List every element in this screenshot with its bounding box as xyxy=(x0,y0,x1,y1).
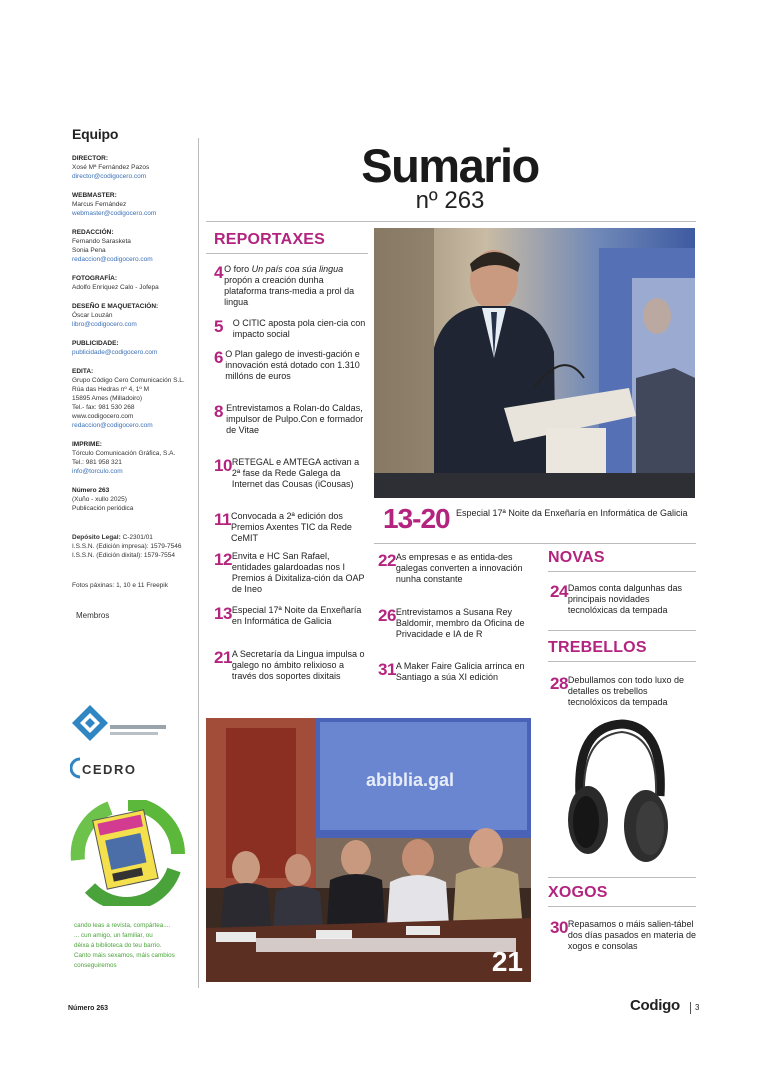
list-item[interactable] xyxy=(214,318,366,340)
item-text: O Plan galego de investi-gación e innovación está dotado con 1.310 millóns de euros xyxy=(225,349,360,381)
item-text: O CITIC aposta pola cien-cia con impacto social xyxy=(232,318,366,339)
photo-credits: Fotos páxinas: 1, 10 e 11 Freepik xyxy=(72,582,168,589)
item-text: Convocada a 2ª edición dos Premios Axentes TIC da Rede CeMIT xyxy=(230,511,352,543)
staff-block xyxy=(72,339,194,357)
item-text: Envita e HC San Rafael, entidades galardoadas nos I Premios á Dixitaliza-ción da OAP de Ineo xyxy=(231,551,365,594)
staff-block xyxy=(72,154,194,181)
staff-name: Tórculo Comunicación Gráfica, S.A. xyxy=(72,450,176,457)
staff-block xyxy=(72,367,194,430)
item-page-number: 22 xyxy=(378,551,396,570)
section-rule xyxy=(548,906,696,907)
item-page-number: 31 xyxy=(378,660,396,679)
staff-email-link[interactable]: redaccion@codigocero.com xyxy=(72,422,153,429)
headphones-image xyxy=(562,718,672,868)
item-text: O foro Un país coa súa lingua propón a creación dunha plataforma trans-media a prol da lingua xyxy=(224,264,355,307)
member-logo-cedro xyxy=(70,755,140,781)
list-item[interactable] xyxy=(214,457,366,490)
section-rule xyxy=(548,571,696,572)
section-title-trebellos: TREBELLOS xyxy=(548,639,647,656)
staff-name: Sonia Pena xyxy=(72,247,106,254)
staff-name: Tel.: 981 958 321 xyxy=(72,459,122,466)
members-label: Membros xyxy=(76,611,110,620)
item-page-number: 12 xyxy=(214,550,232,569)
footer-separator xyxy=(690,1002,691,1014)
photo-panel-event xyxy=(206,718,531,982)
staff-name: Tel.- fax: 981 530 268 xyxy=(72,404,135,411)
item-page-number: 6 xyxy=(214,348,223,367)
list-item[interactable] xyxy=(214,349,366,382)
staff-name: 15895 Ames (Milladoiro) xyxy=(72,395,143,402)
staff-block xyxy=(72,274,194,292)
promo-line: cando leas a revista, compártea.... xyxy=(74,922,171,929)
staff-name: Adolfo Enríquez Calo - Jofepa xyxy=(72,284,159,291)
item-page-number: 21 xyxy=(214,648,232,667)
issue-number: nº 263 xyxy=(415,187,485,214)
staff-role: DESEÑO E MAQUETACIÓN: xyxy=(72,303,159,310)
list-item xyxy=(550,583,696,616)
item-text: A Maker Faire Galicia arrinca en Santiago a súa XI edición xyxy=(395,661,525,682)
staff-email-link[interactable]: director@codigocero.com xyxy=(72,173,147,180)
staff-name: Grupo Código Cero Comunicación S.L. xyxy=(72,377,185,384)
item-page-number: 24 xyxy=(550,582,568,601)
staff-name: Xosé Mª Fernández Pazos xyxy=(72,164,150,171)
staff-role: FOTOGRAFÍA: xyxy=(72,275,118,282)
staff-role: WEBMASTER: xyxy=(72,192,117,199)
footer-brand-logo: Codigo xyxy=(630,997,680,1014)
item-page-number: 8 xyxy=(214,402,223,421)
item-page-number: 5 xyxy=(214,317,223,336)
section-title-reportaxes: REPORTAXES xyxy=(214,231,326,248)
staff-block xyxy=(72,228,194,264)
issue-label: Número 263 xyxy=(72,487,110,494)
list-item[interactable] xyxy=(214,264,366,308)
issue-type: Publicación periódica xyxy=(72,505,134,512)
section-rule xyxy=(548,877,696,878)
svg-text:CEDRO: CEDRO xyxy=(82,762,137,777)
issn-print: I.S.S.N. (Edición impresa): 1579-7546 xyxy=(72,543,182,550)
photo-speaker-podium xyxy=(374,228,695,498)
staff-email-link[interactable]: redaccion@codigocero.com xyxy=(72,256,153,263)
staff-name: Marcus Fernández xyxy=(72,201,127,208)
item-page-number: 13 xyxy=(214,604,232,623)
item-text: Repasamos o máis salien-tábel dos días pasados en materia de xogos e consolas xyxy=(567,919,697,951)
list-item[interactable] xyxy=(214,403,366,436)
column-divider xyxy=(198,138,199,988)
list-item xyxy=(550,919,696,952)
staff-role: EDITA: xyxy=(72,368,94,375)
promo-line: Canto máis sexamos, máis cambios xyxy=(74,952,175,959)
staff-email-link[interactable]: libro@codigocero.com xyxy=(72,321,137,328)
section-title-xogos: XOGOS xyxy=(548,884,608,901)
item-page-number: 28 xyxy=(550,674,568,693)
staff-name: www.codigocero.com xyxy=(72,413,134,420)
staff-role: IMPRIME: xyxy=(72,441,102,448)
item-page-number: 30 xyxy=(550,918,568,937)
promo-text xyxy=(74,921,196,971)
item-text: Damos conta dalgunhas das principais novidades tecnolóxicas da tempada xyxy=(567,583,682,615)
staff-name: Fernando Sarasketa xyxy=(72,238,131,245)
team-title: Equipo xyxy=(72,126,119,142)
special-text: Especial 17ª Noite da Enxeñaría en Informática de Galicia xyxy=(456,508,688,518)
item-page-number: 4 xyxy=(214,263,223,282)
issue-info xyxy=(72,486,194,513)
item-text: A Secretaría da Lingua impulsa o galego no ámbito relixioso a través dos soportes dixitais xyxy=(231,649,365,681)
magazine-recycle-illustration xyxy=(70,800,186,906)
list-item[interactable] xyxy=(378,552,540,585)
section-rule xyxy=(374,543,696,544)
staff-sidebar xyxy=(72,126,194,620)
staff-list xyxy=(72,154,194,476)
promo-line: ... cun amigo, un familiar, ou xyxy=(74,932,153,939)
photo-page-label: 21 xyxy=(491,946,523,977)
staff-email-link[interactable]: info@torculo.com xyxy=(72,468,123,475)
item-text: Entrevistamos a Rolan-do Caldas, impulsor de Pulpo.Con e formador de Vitae xyxy=(226,403,364,435)
staff-name: Óscar Louzán xyxy=(72,312,113,319)
list-item[interactable] xyxy=(378,607,540,640)
list-item xyxy=(550,675,696,708)
panel-screen-text: abiblia.gal xyxy=(366,770,455,790)
legal-deposit: Depósito Legal: C-2301/01 xyxy=(72,534,153,541)
footer-issue: Número 263 xyxy=(68,1005,109,1012)
section-title-novas: NOVAS xyxy=(548,549,605,566)
section-rule xyxy=(548,661,696,662)
item-page-number: 10 xyxy=(214,456,232,475)
list-item[interactable] xyxy=(214,511,366,544)
list-item[interactable] xyxy=(378,661,540,683)
panel-photo-art xyxy=(206,718,531,982)
item-text: RETEGAL e AMTEGA activan a 2ª fase da Rede Galega da Internet das Cousas (iCousas) xyxy=(231,457,360,489)
staff-block xyxy=(72,440,194,476)
list-item[interactable] xyxy=(214,551,366,595)
staff-email-link[interactable]: webmaster@codigocero.com xyxy=(72,210,157,217)
issue-period: (Xuño - xullo 2025) xyxy=(72,496,127,503)
item-page-number: 11 xyxy=(214,510,231,529)
staff-email-link[interactable]: publicidade@codigocero.com xyxy=(72,349,158,356)
promo-line: conseguiremos xyxy=(74,962,117,969)
item-text: As empresas e as entida-des galegas converten a innovación nunha constante xyxy=(395,552,523,584)
staff-role: PUBLICIDADE: xyxy=(72,340,119,347)
item-page-number: 26 xyxy=(378,606,396,625)
staff-block xyxy=(72,191,194,218)
list-item[interactable] xyxy=(214,649,366,682)
header-rule xyxy=(206,221,696,222)
staff-block xyxy=(72,302,194,329)
legal-info xyxy=(72,533,194,560)
special-page-range: 13-20 xyxy=(383,503,450,534)
item-text: Entrevistamos a Susana Rey Baldomir, membro da Oficina de Privacidade e IA de R xyxy=(395,607,525,639)
member-logo-asociacion xyxy=(70,703,170,747)
section-rule xyxy=(548,630,696,631)
issn-digital: I.S.S.N. (Edición dixital): 1579-7554 xyxy=(72,552,175,559)
footer-page-number: 3 xyxy=(695,1003,700,1012)
staff-name: Rúa das Hedras nº 4, 1º M xyxy=(72,386,150,393)
page-title: Sumario xyxy=(361,139,539,192)
promo-line: déixa á biblioteca do teu barrio. xyxy=(74,942,162,949)
staff-role: DIRECTOR: xyxy=(72,155,108,162)
staff-role: REDACCIÓN: xyxy=(72,229,114,236)
item-text: Especial 17ª Noite da Enxeñaría en Informática de Galicia xyxy=(231,605,362,626)
list-item[interactable] xyxy=(214,605,366,627)
item-text: Debullamos con todo luxo de detalles os trebellos tecnolóxicos da tempada xyxy=(567,675,684,707)
section-rule xyxy=(206,253,368,254)
